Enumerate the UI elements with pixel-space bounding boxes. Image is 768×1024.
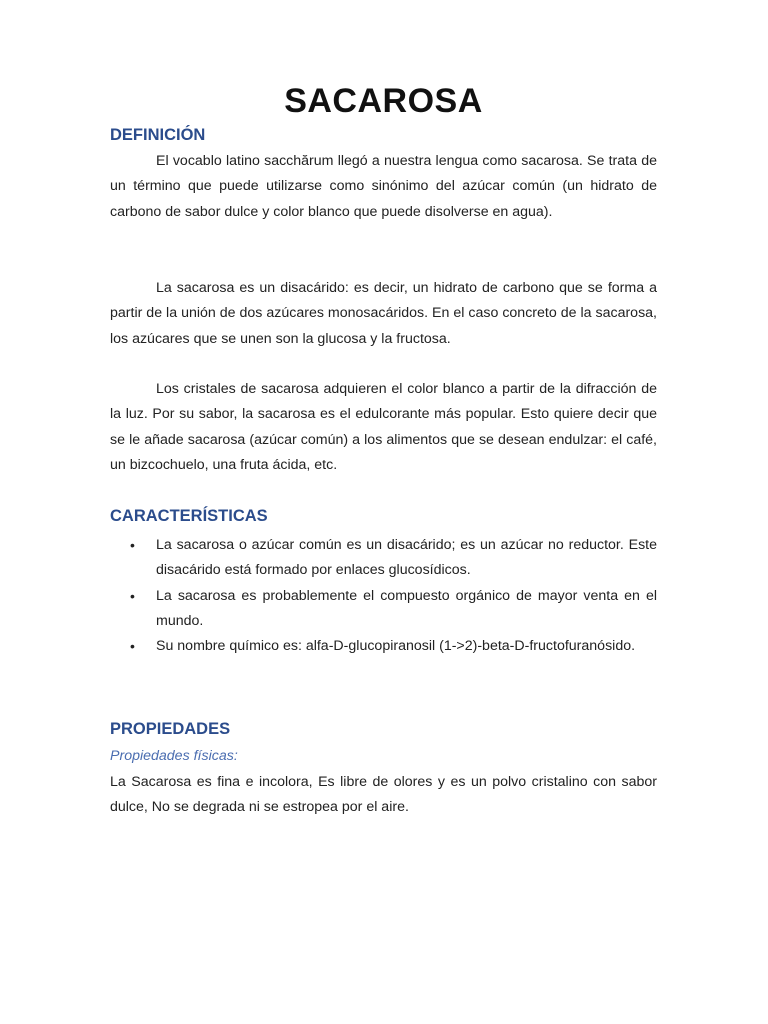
definicion-paragraph-1: El vocablo latino sacchărum llegó a nuestra lengua como sacarosa. Se trata de un término que puede utilizarse como sinónimo del azúcar común (un hidrato de carbono de sabor dulce y color blanco que puede disolverse en agua). bbox=[110, 153, 657, 220]
definicion-paragraph-2: La sacarosa es un disacárido: es decir, un hidrato de carbono que se forma a partir de la unión de dos azúcares monosacáridos. En el caso concreto de la sacarosa, los azúcares que se unen son la glucosa y la fructosa. bbox=[110, 280, 657, 347]
list-item: • Su nombre químico es: alfa-D-glucopiranosil (1->2)-beta-D-fructofuranósido. bbox=[130, 638, 636, 655]
caracteristicas-list bbox=[110, 533, 657, 659]
definicion-paragraph-3: Los cristales de sacarosa adquieren el color blanco a partir de la difracción de la luz. Por su sabor, la sacarosa es el edulcorante más popular. Esto quiere decir que se le añade sacarosa (azúcar común) a los alimentos que se desean endulzar: el café, un bizcochuelo, una fruta ácida, etc. bbox=[110, 381, 657, 473]
list-item-text: La sacarosa o azúcar común es un disacárido; es un azúcar no reductor. Este disacárido está formado por enlaces glucosídicos. bbox=[156, 537, 657, 579]
list-item: • La sacarosa o azúcar común es un disacárido; es un azúcar no reductor. Este disacárido está formado por enlaces glucosídicos. bbox=[130, 537, 657, 579]
list-item-text: La sacarosa es probablemente el compuesto orgánico de mayor venta en el mundo. bbox=[156, 587, 657, 629]
list-item: • La sacarosa es probablemente el compuesto orgánico de mayor venta en el mundo. bbox=[130, 587, 657, 629]
section-heading-propiedades: PROPIEDADES bbox=[110, 720, 231, 738]
propiedades-paragraph: La Sacarosa es fina e incolora, Es libre de olores y es un polvo cristalino con sabor dulce, No se degrada ni se estropea por el aire. bbox=[110, 774, 657, 816]
section-heading-caracteristicas: CARACTERÍSTICAS bbox=[110, 507, 268, 525]
propiedades-subheading: Propiedades físicas: bbox=[110, 748, 238, 764]
list-item-text: Su nombre químico es: alfa-D-glucopiranosil (1->2)-beta-D-fructofuranósido. bbox=[156, 638, 636, 655]
section-heading-definicion: DEFINICIÓN bbox=[110, 126, 206, 144]
page-title: SACAROSA bbox=[284, 82, 483, 120]
